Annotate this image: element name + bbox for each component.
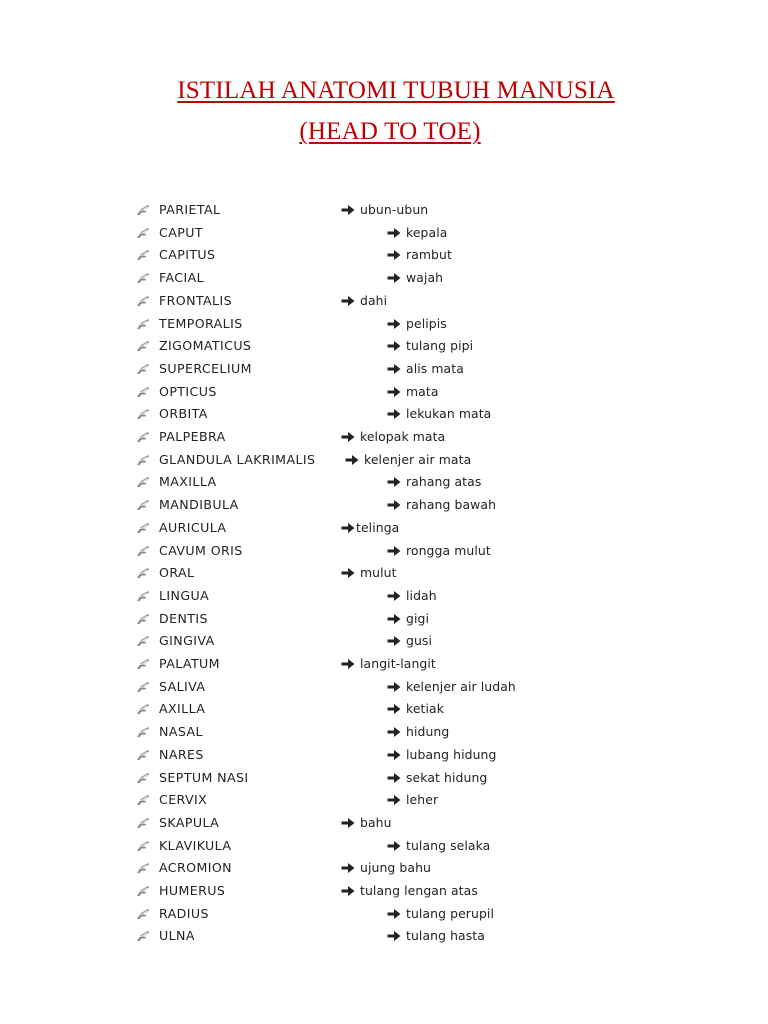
pointing-hand-icon (136, 613, 150, 625)
list-item (0, 789, 768, 811)
term-meaning: ubun-ubun (360, 202, 429, 217)
term-meaning: lubang hidung (406, 746, 497, 762)
pointing-hand-icon (136, 499, 150, 511)
pointing-hand-icon (136, 840, 150, 852)
list-item (0, 449, 768, 471)
pointing-hand-icon (136, 249, 150, 261)
term-meaning: leher (406, 792, 439, 808)
right-arrow-icon (387, 340, 401, 352)
list-item (0, 721, 768, 743)
term-label: ORBITA (159, 406, 208, 422)
right-arrow-icon (387, 794, 401, 806)
right-arrow-icon (387, 840, 401, 852)
pointing-hand-icon (136, 363, 150, 375)
term-meaning: kepala (406, 224, 448, 240)
right-arrow-icon (387, 908, 401, 920)
term-label: ZIGOMATICUS (159, 338, 252, 354)
term-meaning: tulang perupil (406, 905, 494, 921)
right-arrow-icon (387, 726, 401, 738)
term-meaning: mulut (360, 565, 397, 581)
term-label: OPTICUS (159, 383, 217, 399)
term-label: SKAPULA (159, 814, 220, 830)
term-meaning: ketiak (406, 701, 445, 717)
pointing-hand-icon (136, 227, 150, 239)
term-label: CAVUM ORIS (159, 542, 243, 558)
term-meaning: tulang pipi (406, 338, 474, 354)
term-label: RADIUS (159, 905, 209, 921)
term-label: ORAL (159, 565, 195, 581)
right-arrow-icon (387, 703, 401, 715)
term-label: SEPTUM NASI (159, 769, 249, 785)
list-item (0, 426, 768, 448)
list-item (0, 267, 768, 289)
pointing-hand-icon (136, 204, 150, 216)
term-meaning: tulang selaka (406, 837, 491, 853)
list-item (0, 835, 768, 857)
term-meaning: langit-langit (360, 656, 436, 671)
term-label: NASAL (159, 724, 203, 740)
pointing-hand-icon (136, 930, 150, 942)
pointing-hand-icon (136, 340, 150, 352)
list-item (0, 290, 768, 312)
term-meaning: ujung bahu (360, 860, 431, 876)
right-arrow-icon (341, 567, 355, 579)
right-arrow-icon (341, 817, 355, 829)
list-item (0, 767, 768, 789)
term-meaning: dahi (360, 292, 388, 308)
list-item (0, 244, 768, 266)
term-label: TEMPORALIS (159, 315, 243, 331)
list-item (0, 562, 768, 584)
term-meaning: hidung (406, 724, 450, 740)
term-label: PALPEBRA (159, 429, 226, 444)
right-arrow-icon (387, 772, 401, 784)
term-meaning: rambut (406, 247, 452, 263)
right-arrow-icon (341, 522, 355, 534)
pointing-hand-icon (136, 545, 150, 557)
pointing-hand-icon (136, 635, 150, 647)
right-arrow-icon (387, 749, 401, 761)
term-meaning: lidah (406, 587, 437, 603)
term-label: GINGIVA (159, 633, 215, 649)
right-arrow-icon (387, 363, 401, 375)
pointing-hand-icon (136, 817, 150, 829)
term-label: ACROMION (159, 860, 232, 876)
term-label: CERVIX (159, 792, 208, 808)
term-meaning: kelenjer air mata (364, 451, 472, 467)
list-item (0, 676, 768, 698)
term-meaning: sekat hidung (406, 769, 488, 785)
pointing-hand-icon (136, 794, 150, 806)
list-item (0, 471, 768, 493)
right-arrow-icon (387, 681, 401, 693)
right-arrow-icon (341, 431, 355, 443)
right-arrow-icon (387, 408, 401, 420)
term-meaning: gusi (406, 633, 433, 649)
term-meaning: alis mata (406, 360, 464, 376)
term-meaning: kelopak mata (360, 429, 446, 444)
term-meaning: rahang atas (406, 474, 482, 490)
right-arrow-icon (341, 862, 355, 874)
term-meaning: gigi (406, 610, 430, 626)
right-arrow-icon (345, 454, 359, 466)
pointing-hand-icon (136, 386, 150, 398)
list-item (0, 494, 768, 516)
term-label: AXILLA (159, 701, 206, 717)
right-arrow-icon (387, 318, 401, 330)
list-item (0, 903, 768, 925)
right-arrow-icon (387, 386, 401, 398)
term-meaning: bahu (360, 814, 392, 830)
term-label: MAXILLA (159, 474, 217, 490)
term-meaning: mata (406, 383, 439, 399)
list-item (0, 698, 768, 720)
right-arrow-icon (341, 295, 355, 307)
term-meaning: tulang lengan atas (360, 883, 478, 898)
term-meaning: pelipis (406, 315, 447, 331)
list-item (0, 335, 768, 357)
term-label: SALIVA (159, 678, 206, 694)
list-item (0, 630, 768, 652)
right-arrow-icon (387, 930, 401, 942)
pointing-hand-icon (136, 658, 150, 670)
right-arrow-icon (341, 658, 355, 670)
page-title: ISTILAH ANATOMI TUBUH MANUSIA (177, 77, 615, 104)
pointing-hand-icon (136, 681, 150, 693)
pointing-hand-icon (136, 476, 150, 488)
term-label: PALATUM (159, 656, 220, 671)
pointing-hand-icon (136, 431, 150, 443)
term-meaning: kelenjer air ludah (406, 678, 516, 694)
pointing-hand-icon (136, 408, 150, 420)
term-label: HUMERUS (159, 883, 226, 898)
right-arrow-icon (341, 885, 355, 897)
list-item (0, 744, 768, 766)
term-label: DENTIS (159, 610, 208, 626)
pointing-hand-icon (136, 567, 150, 579)
right-arrow-icon (387, 476, 401, 488)
term-label: FRONTALIS (159, 292, 232, 308)
term-label: SUPERCELIUM (159, 360, 252, 376)
right-arrow-icon (387, 499, 401, 511)
term-label: KLAVIKULA (159, 837, 232, 853)
term-label: GLANDULA LAKRIMALIS (159, 451, 316, 467)
pointing-hand-icon (136, 908, 150, 920)
term-meaning: rahang bawah (406, 497, 497, 513)
pointing-hand-icon (136, 522, 150, 534)
term-label: NARES (159, 746, 204, 762)
pointing-hand-icon (136, 749, 150, 761)
pointing-hand-icon (136, 885, 150, 897)
list-item (0, 857, 768, 879)
list-item (0, 812, 768, 834)
list-item (0, 608, 768, 630)
list-item (0, 199, 768, 221)
list-item (0, 925, 768, 947)
list-item (0, 313, 768, 335)
term-meaning: tulang hasta (406, 928, 485, 944)
right-arrow-icon (341, 204, 355, 216)
page-subtitle: (HEAD TO TOE) (299, 118, 481, 145)
pointing-hand-icon (136, 862, 150, 874)
pointing-hand-icon (136, 295, 150, 307)
right-arrow-icon (387, 613, 401, 625)
right-arrow-icon (387, 249, 401, 261)
list-item (0, 517, 768, 539)
pointing-hand-icon (136, 454, 150, 466)
list-item (0, 222, 768, 244)
term-label: PARIETAL (159, 202, 221, 217)
right-arrow-icon (387, 590, 401, 602)
pointing-hand-icon (136, 318, 150, 330)
right-arrow-icon (387, 227, 401, 239)
pointing-hand-icon (136, 272, 150, 284)
list-item (0, 880, 768, 902)
term-label: LINGUA (159, 587, 210, 603)
term-meaning: wajah (406, 270, 444, 286)
list-item (0, 540, 768, 562)
list-item (0, 358, 768, 380)
right-arrow-icon (387, 272, 401, 284)
list-item (0, 403, 768, 425)
list-item (0, 653, 768, 675)
term-meaning: telinga (356, 519, 400, 535)
term-meaning: rongga mulut (406, 542, 491, 558)
pointing-hand-icon (136, 726, 150, 738)
right-arrow-icon (387, 545, 401, 557)
list-item (0, 585, 768, 607)
term-label: CAPUT (159, 224, 203, 240)
pointing-hand-icon (136, 772, 150, 784)
pointing-hand-icon (136, 590, 150, 602)
right-arrow-icon (387, 635, 401, 647)
term-meaning: lekukan mata (406, 406, 492, 422)
term-label: CAPITUS (159, 247, 216, 263)
term-label: AURICULA (159, 519, 227, 535)
term-label: ULNA (159, 928, 195, 944)
term-label: MANDIBULA (159, 497, 239, 513)
term-label: FACIAL (159, 270, 205, 286)
pointing-hand-icon (136, 703, 150, 715)
list-item (0, 381, 768, 403)
